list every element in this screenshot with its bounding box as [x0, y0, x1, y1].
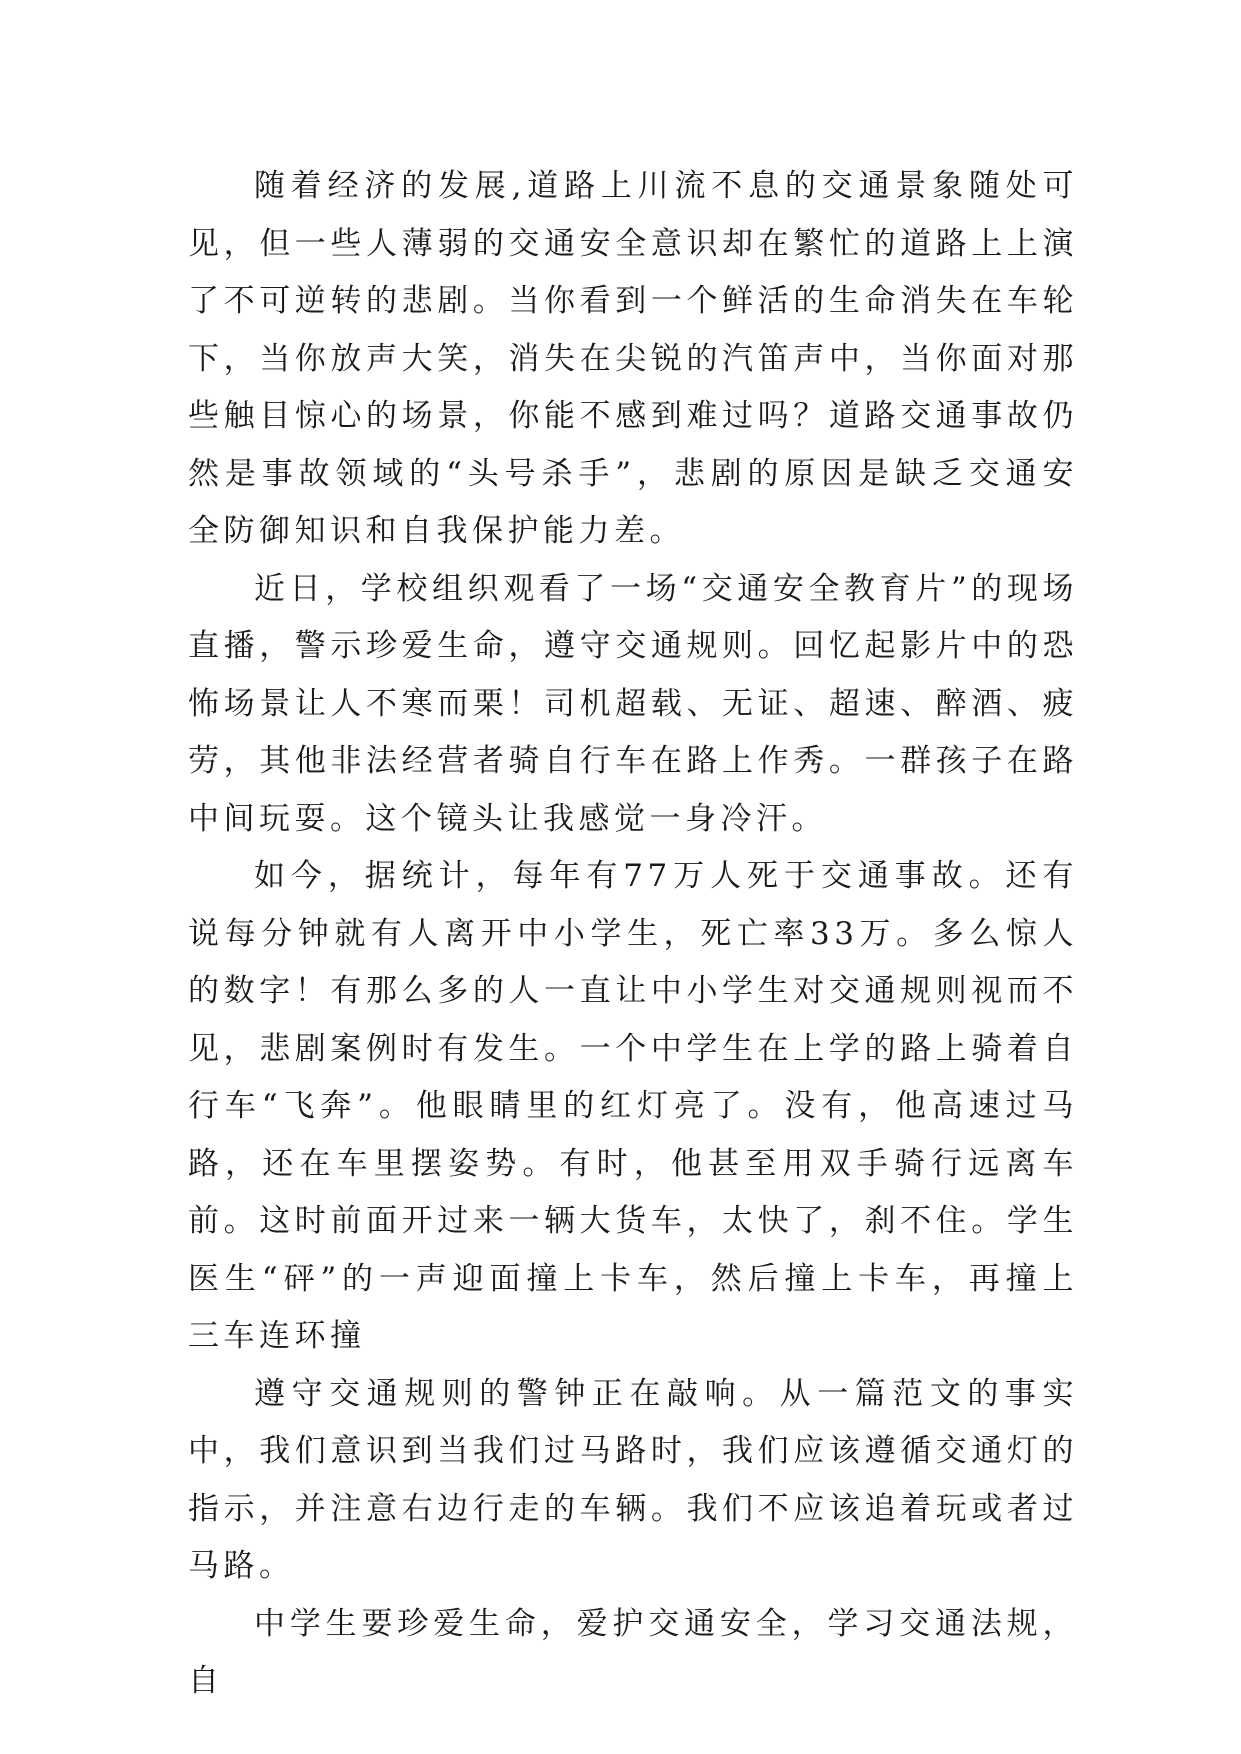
paragraph-1: 随着经济的发展,道路上川流不息的交通景象随处可见，但一些人薄弱的交通安全意识却在繁忙的道路上上演了不可逆转的悲剧。当你看到一个鲜活的生命消失在车轮下，当你放声大笑，消失在尖锐的汽笛声中，当你面对那些触目惊心的场景，你能不感到难过吗？道路交通事故仍然是事故领域的“头号杀手”，悲剧的原因是缺乏交通安全防御知识和自我保护能力差。 — [188, 168, 1078, 549]
paragraph-3: 如今，据统计，每年有77万人死于交通事故。还有说每分钟就有人离开中小学生，死亡率33万。多么惊人的数字！有那么多的人一直让中小学生对交通规则视而不见，悲剧案例时有发生。一个中学生在上学的路上骑着自行车“飞奔”。他眼睛里的红灯亮了。没有，他高速过马路，还在车里摆姿势。有时，他甚至用双手骑行远离车前。这时前面开过来一辆大货车，太快了，刹不住。学生医生“砰”的一声迎面撞上卡车，然后撞上卡车，再撞上三车连环撞 — [188, 858, 1078, 1354]
paragraph-5: 中学生要珍爱生命，爱护交通安全，学习交通法规，自 — [188, 1605, 1078, 1699]
paragraph-2: 近日，学校组织观看了一场“交通安全教育片”的现场直播，警示珍爱生命，遵守交通规则。回忆起影片中的恐怖场景让人不寒而栗！司机超载、无证、超速、醉酒、疲劳，其他非法经营者骑自行车在路上作秀。一群孩子在路中间玩耍。这个镜头让我感觉一身冷汗。 — [188, 570, 1078, 837]
document-body — [188, 158, 1078, 1711]
paragraph-4: 遵守交通规则的警钟正在敲响。从一篇范文的事实中，我们意识到当我们过马路时，我们应该遵循交通灯的指示，并注意右边行走的车辆。我们不应该追着玩或者过马路。 — [188, 1375, 1078, 1584]
